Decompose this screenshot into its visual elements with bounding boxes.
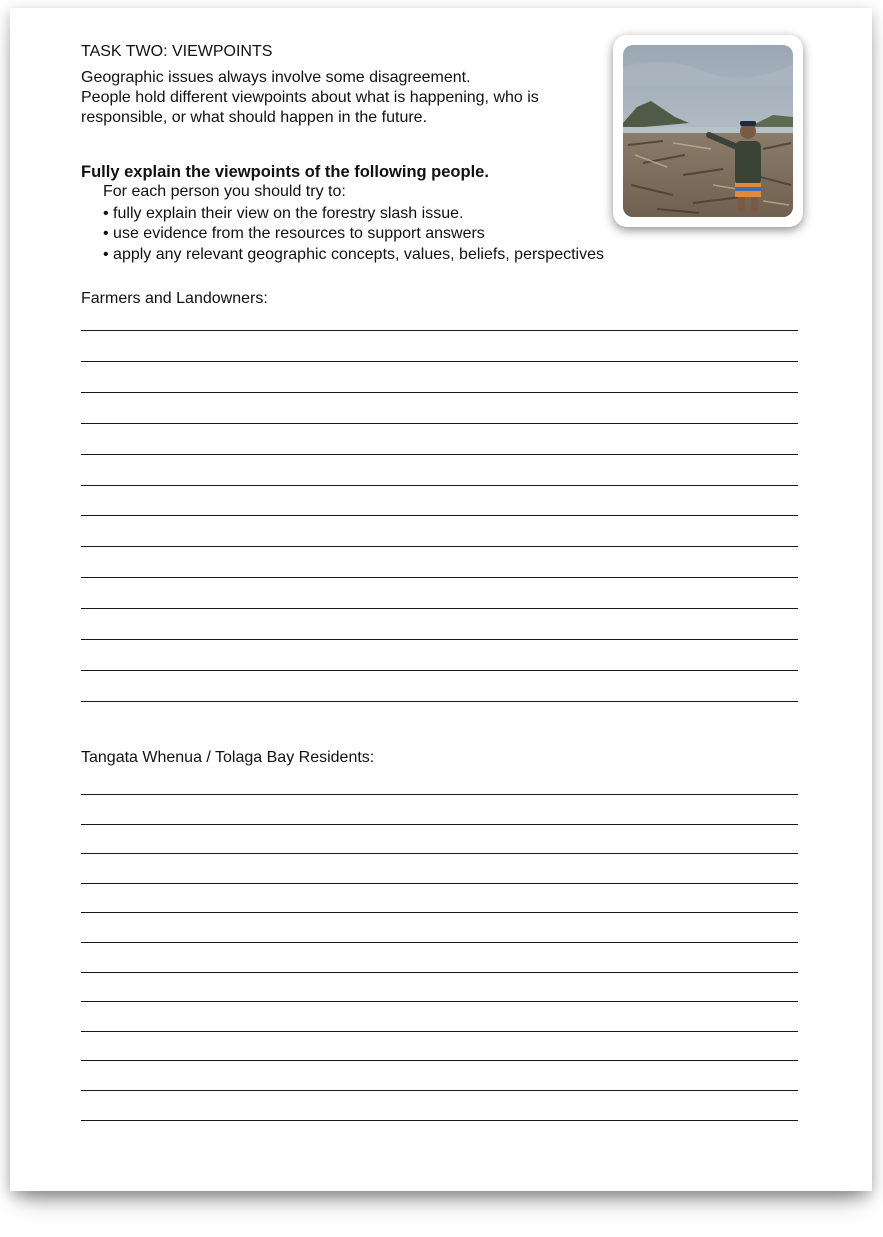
- answer-line[interactable]: [81, 824, 798, 825]
- sub-instruction: For each person you should try to:: [103, 183, 346, 200]
- answer-line[interactable]: [81, 639, 798, 640]
- intro-line: People hold different viewpoints about what is happening, who is: [81, 89, 539, 106]
- answer-line[interactable]: [81, 361, 798, 362]
- answer-line[interactable]: [81, 608, 798, 609]
- beach-photo: [623, 45, 793, 217]
- bullet-item: • apply any relevant geographic concepts, values, beliefs, perspectives: [103, 246, 604, 263]
- answer-line[interactable]: [81, 1060, 798, 1061]
- answer-line[interactable]: [81, 330, 798, 331]
- answer-line[interactable]: [81, 1001, 798, 1002]
- photo-frame: [613, 35, 803, 227]
- answer-line[interactable]: [81, 883, 798, 884]
- intro-line: responsible, or what should happen in the future.: [81, 109, 428, 126]
- answer-line[interactable]: [81, 701, 798, 702]
- answer-line[interactable]: [81, 392, 798, 393]
- beach-photo-image: [623, 45, 793, 217]
- answer-line[interactable]: [81, 853, 798, 854]
- answer-line[interactable]: [81, 670, 798, 671]
- answer-line[interactable]: [81, 1031, 798, 1032]
- answer-line[interactable]: [81, 546, 798, 547]
- answer-line[interactable]: [81, 454, 798, 455]
- answer-line[interactable]: [81, 577, 798, 578]
- answer-line[interactable]: [81, 942, 798, 943]
- section-label-residents: Tangata Whenua / Tolaga Bay Residents:: [81, 749, 375, 766]
- answer-line[interactable]: [81, 423, 798, 424]
- worksheet-page: [10, 8, 872, 1191]
- answer-line[interactable]: [81, 515, 798, 516]
- answer-line[interactable]: [81, 1120, 798, 1121]
- answer-line[interactable]: [81, 794, 798, 795]
- answer-line[interactable]: [81, 972, 798, 973]
- bullet-item: • fully explain their view on the forestry slash issue.: [103, 205, 464, 222]
- task-heading: TASK TWO: VIEWPOINTS: [81, 43, 273, 60]
- instruction-heading: Fully explain the viewpoints of the following people.: [81, 163, 489, 181]
- answer-line[interactable]: [81, 485, 798, 486]
- answer-line[interactable]: [81, 1090, 798, 1091]
- answer-line[interactable]: [81, 912, 798, 913]
- bullet-item: • use evidence from the resources to support answers: [103, 225, 485, 242]
- intro-line: Geographic issues always involve some disagreement.: [81, 69, 471, 86]
- section-label-farmers: Farmers and Landowners:: [81, 290, 268, 307]
